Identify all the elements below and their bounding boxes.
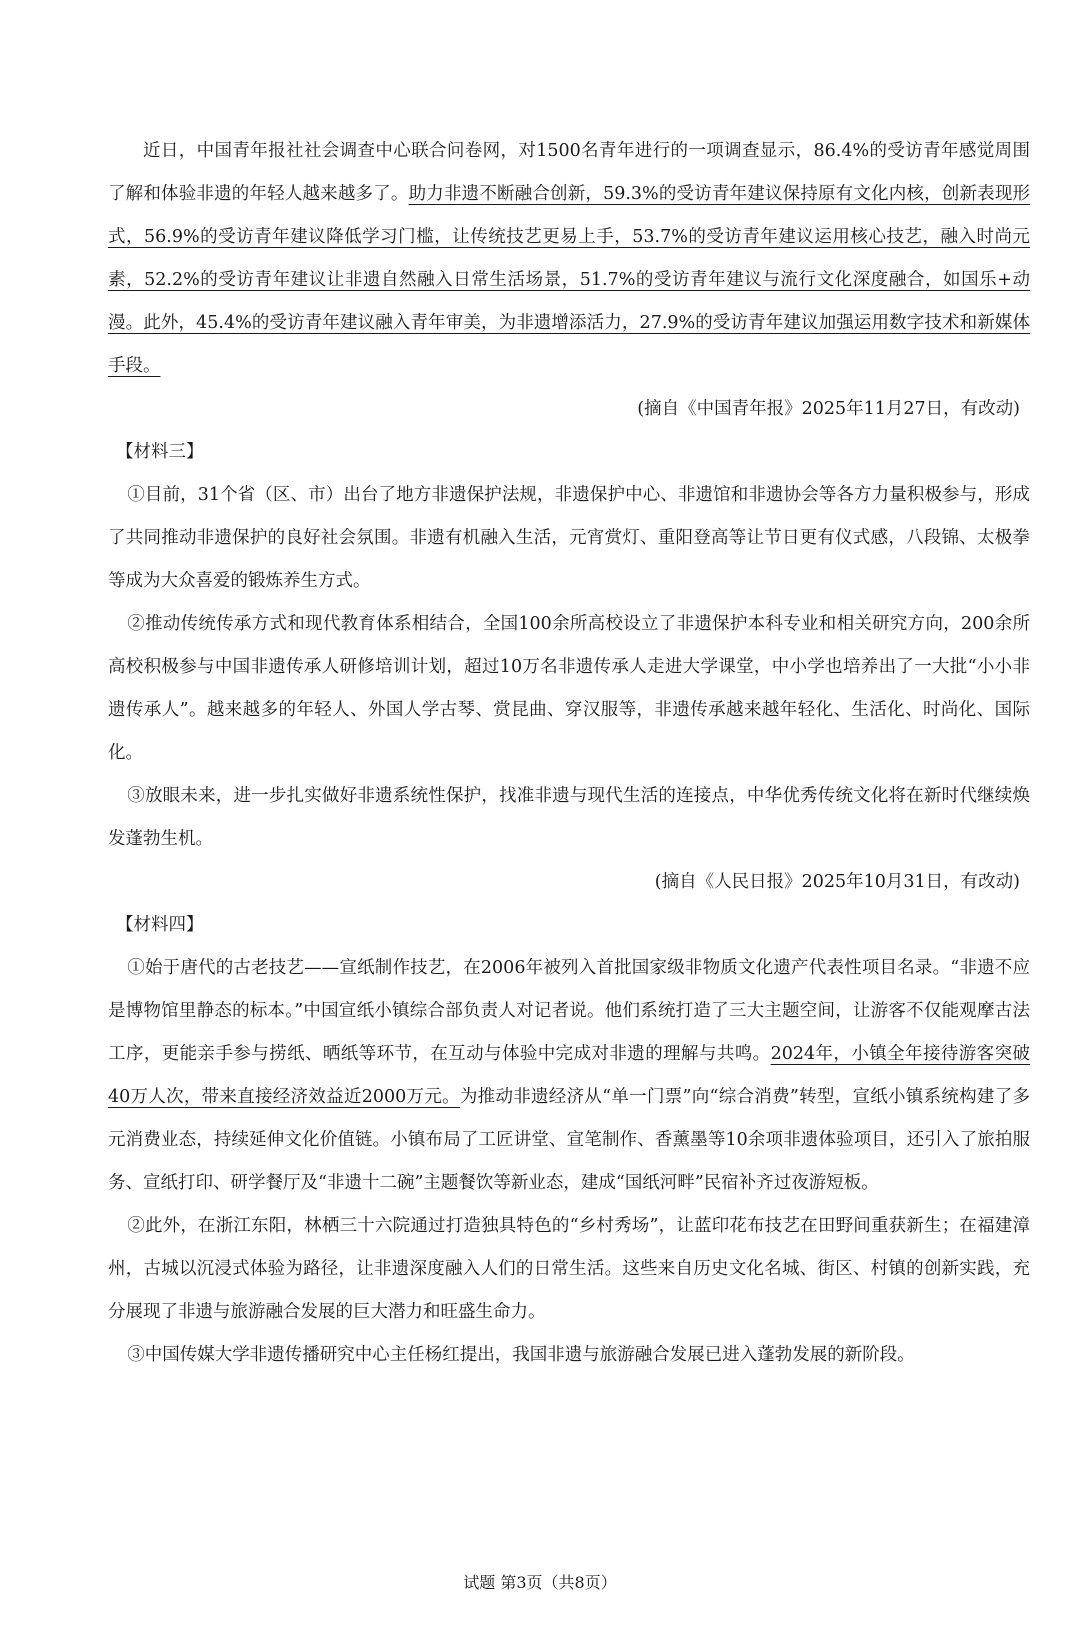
material-two-underlined-text: 助力非遗不断融合创新，59.3%的受访青年建议保持原有文化内核，创新表现形式，56.9%的受访青年建议降低学习门槛，让传统技艺更易上手，53.7%的受访青年建议运用核心技艺，融入时尚元素，52.2%的受访青年建议让非遗自然融入日常生活场景，51.7%的受访青年建议与流行文化深度融合，如国乐+动漫。此外，45.4%的受访青年建议融入青年审美，为非遗增添活力，27.9%的受访青年建议加强运用数字技术和新媒体手段。 <box>108 184 1031 376</box>
material-four-paragraph-1 <box>108 947 1030 1205</box>
material-three-paragraph-2: ②推动传统传承方式和现代教育体系相结合，全国100余所高校设立了非遗保护本科专业和相关研究方向，200余所高校积极参与中国非遗传承人研修培训计划，超过10万名非遗传承人走进大学课堂，中小学也培养出了一大批“小小非遗传承人”。越来越多的年轻人、外国人学古琴、赏昆曲、穿汉服等，非遗传承越来越年轻化、生活化、时尚化、国际化。 <box>108 614 1030 763</box>
material-three-paragraph-1: ①目前，31个省（区、市）出台了地方非遗保护法规，非遗保护中心、非遗馆和非遗协会等各方力量积极参与，形成了共同推动非遗保护的良好社会氛围。非遗有机融入生活，元宵赏灯、重阳登高等让节日更有仪式感，八段锦、太极拳等成为大众喜爱的锻炼养生方式。 <box>108 485 1030 591</box>
material-two-source: (摘自《中国青年报》2025年11月27日，有改动) <box>637 399 1020 419</box>
material-four-p1-after: 为推动非遗经济从“单一门票”向“综合消费”转型，宣纸小镇系统构建了多元消费业态，持续延伸文化价值链。小镇布局了工匠讲堂、宣笔制作、香薰墨等10余项非遗体验项目，还引入了旅拍服务、宣纸打印、研学餐厅及“非遗十二碗”主题餐饮等新业态，建成“国纸河畔”民宿补齐过夜游短板。 <box>108 1087 1030 1193</box>
material-four-p1-before: ①始于唐代的古老技艺——宣纸制作技艺，在2006年被列入首批国家级非物质文化遗产代表性项目名录。“非遗不应是博物馆里静态的标本。”中国宣纸小镇综合部负责人对记者说。他们系统打造了三大主题空间，让游客不仅能观摩古法工序，更能亲手参与捞纸、晒纸等环节，在互动与体验中完成对非遗的理解与共鸣。 <box>108 958 1030 1064</box>
material-three-source: (摘自《人民日报》2025年10月31日，有改动) <box>654 872 1020 892</box>
material-four-p1-underlined: 2024年，小镇全年接待游客突破40万人次，带来直接经济效益近2000万元。 <box>108 1044 1031 1107</box>
page-footer: 试题 第3页（共8页） <box>463 1573 617 1592</box>
material-four-paragraph-3: ③中国传媒大学非遗传播研究中心主任杨红提出，我国非遗与旅游融合发展已进入蓬勃发展的新阶段。 <box>127 1345 915 1365</box>
material-four-paragraph-2: ②此外，在浙江东阳，林栖三十六院通过打造独具特色的“乡村秀场”，让蓝印花布技艺在田野间重获新生；在福建漳州，古城以沉浸式体验为路径，让非遗深度融入人们的日常生活。这些来自历史文化名城、街区、村镇的创新实践，充分展现了非遗与旅游融合发展的巨大潜力和旺盛生命力。 <box>108 1216 1030 1322</box>
body-text <box>108 130 1030 1377</box>
material-four-heading: 【材料四】 <box>116 915 204 935</box>
material-three-heading: 【材料三】 <box>116 442 204 462</box>
material-two-paragraph <box>108 130 1030 388</box>
material-two-intro: 近日，中国青年报社社会调查中心联合问卷网，对1500名青年进行的一项调查显示，86.4%的受访青年感觉周围了解和体验非遗的年轻人越来越多了。 <box>108 141 1030 204</box>
material-three-paragraph-3: ③放眼未来，进一步扎实做好非遗系统性保护，找准非遗与现代生活的连接点，中华优秀传统文化将在新时代继续焕发蓬勃生机。 <box>108 786 1030 849</box>
